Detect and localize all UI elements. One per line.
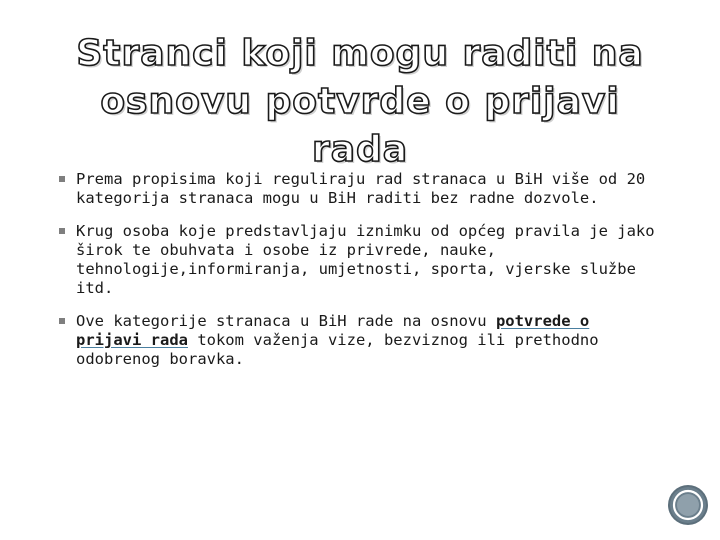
- navigation-circle-icon: [670, 487, 706, 523]
- bullet-item: [58, 222, 658, 298]
- bullet-item: [58, 312, 658, 369]
- slide-title: [60, 30, 660, 174]
- slide-title-line-1: Stranci koji mogu raditi na: [76, 33, 644, 74]
- bullet-text: Krug osoba koje predstavljaju iznimku od općeg pravila je jako širok te obuhvata i osobe iz privrede, nauke, tehnologije,informiranja, umjetnosti, sporta, vjerske službe itd.: [76, 222, 655, 297]
- bullet-marker-icon: [59, 176, 65, 182]
- bullet-marker-icon: [59, 228, 65, 234]
- bullet-item: [58, 170, 658, 208]
- navigation-button[interactable]: [670, 487, 706, 523]
- bullet-marker-icon: [59, 318, 65, 324]
- slide-title-line-2: osnovu potvrde o prijavi rada: [100, 81, 620, 170]
- bullet-text-before: Ove kategorije stranaca u BiH rade na osnovu: [76, 312, 496, 330]
- bullet-list: [58, 170, 658, 383]
- bullet-emphasis: potvrede o prijavi rada: [76, 312, 590, 349]
- bullet-text-after: tokom važenja vize, bezviznog ili prethodno odobrenog boravka.: [76, 331, 599, 368]
- bullet-text: Prema propisima koji reguliraju rad stranaca u BiH više od 20 kategorija stranaca mogu u BiH raditi bez radne dozvole.: [76, 170, 646, 207]
